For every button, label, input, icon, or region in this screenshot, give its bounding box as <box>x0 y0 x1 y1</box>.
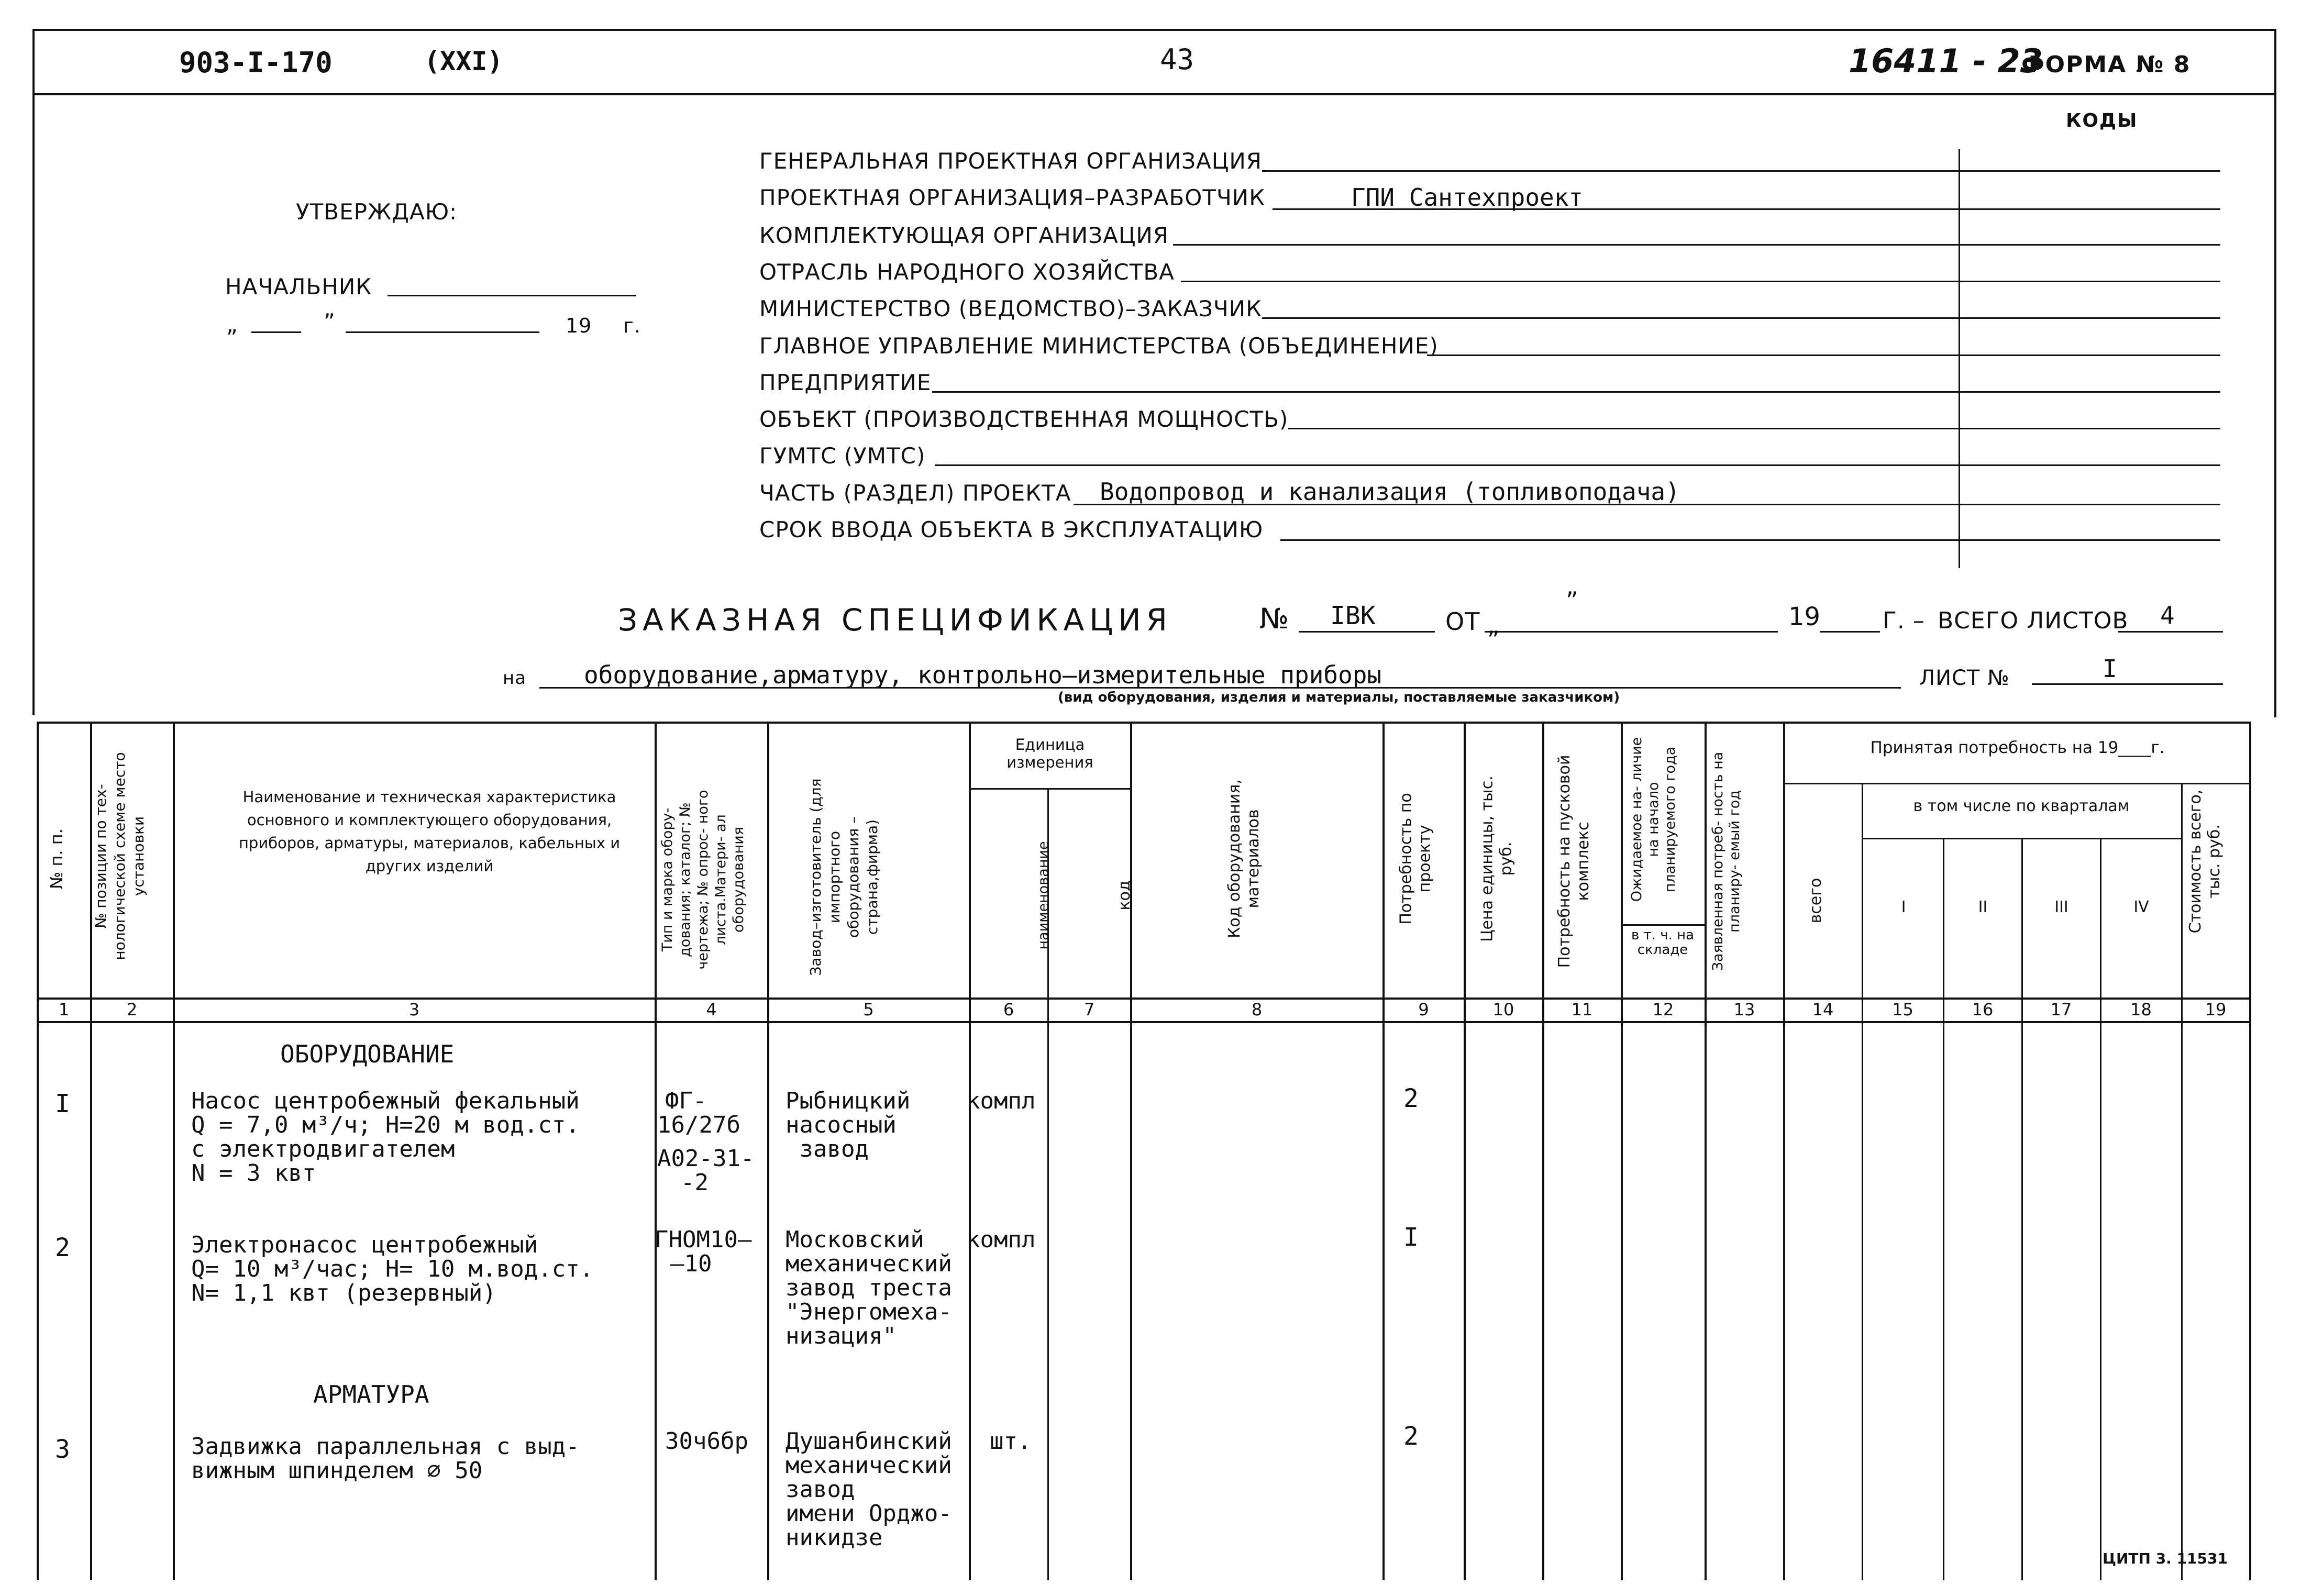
org-field-value: ГПИ Сантехпроект <box>1351 183 1584 212</box>
org-field-label: СРОК ВВОДА ОБЪЕКТА В ЭКСПЛУАТАЦИЮ <box>759 517 1264 542</box>
col-line-5 <box>969 722 971 1580</box>
codes-label: КОДЫ <box>2066 110 2138 131</box>
row-name-line: N = 3 квт <box>191 1160 316 1187</box>
col-line-16 <box>2021 838 2023 1580</box>
row-quantity: 2 <box>1403 1422 1419 1451</box>
row-unit: шт. <box>990 1428 1032 1455</box>
row-maker-line: завод треста <box>786 1274 952 1301</box>
spec-date-quote: ” <box>1566 586 1578 615</box>
column-number: 13 <box>1733 1000 1755 1019</box>
header-col-5: Завод–изготовитель (для импортного оборудования –страна,фирма) <box>807 778 881 976</box>
column-number: 10 <box>1492 1000 1514 1019</box>
header-col-12-sub: в т. ч. на складе <box>1631 927 1695 958</box>
header-col-18: IV <box>2133 898 2149 916</box>
header-col-11: Потребность на пусковой комплекс <box>1555 755 1592 968</box>
row-type-line: -2 <box>681 1169 709 1196</box>
org-field-label: ГЕНЕРАЛЬНАЯ ПРОЕКТНАЯ ОРГАНИЗАЦИЯ <box>759 148 1262 174</box>
column-number: 4 <box>706 1000 717 1019</box>
org-field-line <box>1262 317 2220 319</box>
column-number: 17 <box>2050 1000 2072 1019</box>
row-name-line: Q= 10 м³/час; Н= 10 м.вод.ст. <box>191 1256 594 1282</box>
date-quote-open: „ <box>226 312 238 337</box>
org-field-line <box>1074 504 2220 505</box>
col-line-15 <box>1943 838 1944 1580</box>
spec-total-value: 4 <box>2160 601 2175 629</box>
row-quantity: 2 <box>1403 1084 1419 1113</box>
row-quantity: I <box>1403 1223 1419 1252</box>
row-maker-line: завод <box>786 1476 855 1503</box>
org-field-value: Водопровод и канализация (топливоподача) <box>1100 478 1680 506</box>
column-number: 9 <box>1418 1000 1429 1019</box>
col-line-13 <box>1783 722 1785 1580</box>
column-number: 19 <box>2205 1000 2227 1019</box>
org-field-line <box>1181 281 2220 282</box>
approve-label: УТВЕРЖДАЮ: <box>296 199 458 225</box>
header-unit-group: Единица измерения <box>1006 736 1093 771</box>
col-line-17 <box>2100 838 2101 1580</box>
spec-total-label: ВСЕГО ЛИСТОВ <box>1938 607 2129 634</box>
page-number: 43 <box>1160 43 1194 76</box>
chief-signature-line <box>388 295 636 296</box>
header-col-12: Ожидаемое на- личие на начало планируемого года <box>1629 737 1678 902</box>
column-number: 1 <box>58 1000 70 1019</box>
org-field-line <box>935 464 2220 466</box>
org-field-label: ГЛАВНОЕ УПРАВЛЕНИЕ МИНИСТЕРСТВА (ОБЪЕДИНЕНИЕ) <box>759 333 1439 359</box>
row-maker-line: Душанбинский <box>786 1428 952 1455</box>
date-quote-close: ” <box>324 309 336 335</box>
org-field-line <box>1273 208 2220 210</box>
org-field-label: КОМПЛЕКТУЮЩАЯ ОРГАНИЗАЦИЯ <box>759 223 1169 248</box>
row-number: 3 <box>55 1435 70 1464</box>
spec-date-quote-lower: ” <box>1487 626 1500 654</box>
column-number: 8 <box>1251 1000 1263 1019</box>
row-name-line: Насос центробежный фекальный <box>191 1088 580 1114</box>
header-col-15: I <box>1901 898 1906 916</box>
row-type-line: 16/27б <box>657 1112 740 1138</box>
row-name-line: вижным шпинделем ∅ 50 <box>191 1457 483 1484</box>
spec-sheet-value: I <box>2103 655 2117 683</box>
spec-sheet-line <box>2032 683 2223 685</box>
header-col-13: Заявленная потреб- ность на планиру- емый год <box>1710 751 1743 971</box>
row-name-line: Задвижка параллельная с выд- <box>191 1433 580 1460</box>
row-name-line: N= 1,1 квт (резервный) <box>191 1280 496 1306</box>
header-col-6: наименование <box>1035 841 1052 950</box>
org-field-label: МИНИСТЕРСТВО (ВЕДОМСТВО)–ЗАКАЗЧИК <box>759 296 1262 322</box>
header-col-4: Тип и марка обору- дования; каталог; № чертежа; № опрос- ного листа.Матери- ал оборудования <box>659 790 747 970</box>
col-line-19 <box>2249 722 2251 1580</box>
column-number: 2 <box>126 1000 138 1019</box>
spec-on-line <box>539 687 1901 689</box>
col-line-9 <box>1464 722 1466 1580</box>
col-line-14 <box>1862 783 1863 1580</box>
col-line-11 <box>1621 722 1623 1580</box>
spec-from-label: ОТ <box>1445 607 1480 636</box>
column-number: 7 <box>1083 1000 1095 1019</box>
spec-year-line <box>1820 631 1880 633</box>
c12-subdivider <box>1621 924 1705 926</box>
form-label: ФОРМА № 8 <box>2021 51 2191 78</box>
org-field-label: ПРЕДПРИЯТИЕ <box>759 370 932 395</box>
header-col-3: Наименование и техническая характеристика основного и комплектующего оборудования, приборов, арматуры, материалов, кабельных и других изделий <box>238 788 621 875</box>
section-title-equipment: ОБОРУДОВАНИЕ <box>280 1040 455 1068</box>
row-maker-line: "Энергомеха- <box>786 1299 952 1325</box>
header-divider <box>32 93 2276 95</box>
spec-date-line <box>1485 631 1778 633</box>
col-line-10 <box>1542 722 1544 1580</box>
column-number: 6 <box>1003 1000 1014 1019</box>
row-name-line: Электронасос центробежный <box>191 1232 538 1258</box>
header-col-10: Цена единицы, тыс. руб. <box>1478 775 1515 942</box>
header-quarters-group: в том числе по кварталам <box>1913 797 2130 815</box>
spec-caption: (вид оборудования, изделия и материалы, поставляемые заказчиком) <box>1058 690 1620 705</box>
date-month-line <box>346 331 539 333</box>
row-number: 2 <box>55 1233 70 1262</box>
codes-column-divider <box>1959 149 1960 568</box>
spec-total-line <box>2118 631 2223 633</box>
spec-number-label: № <box>1259 602 1289 635</box>
project-number: 903-I-170 <box>179 46 333 79</box>
document-number: 16411 - 23 <box>1849 42 2043 80</box>
col-line-0 <box>37 722 39 1580</box>
frame-left <box>32 29 35 715</box>
row-maker-line: завод <box>786 1136 869 1162</box>
date-day-line <box>251 331 301 333</box>
row-name-line: Q = 7,0 м³/ч; Н=20 м вод.ст. <box>191 1112 580 1138</box>
org-field-line <box>1280 539 2220 541</box>
column-number: 16 <box>1972 1000 1994 1019</box>
column-number: 14 <box>1812 1000 1834 1019</box>
row-type-line: ФГ- <box>665 1088 707 1114</box>
row-type-line: ГНОМ10– <box>655 1226 752 1253</box>
header-col-14: всего <box>1807 878 1825 924</box>
header-col-17: III <box>2054 898 2068 916</box>
header-col-9: Потребность по проекту <box>1397 793 1434 925</box>
org-field-line <box>1427 354 2220 356</box>
row-type-line: А02-31- <box>657 1145 755 1172</box>
column-number: 15 <box>1892 1000 1913 1019</box>
row-maker-line: механический <box>786 1250 952 1277</box>
row-maker-line: насосный <box>786 1112 897 1138</box>
spec-on-value: оборудование,арматуру, контрольно–измерительные приборы <box>584 661 1382 689</box>
header-col-7: код <box>1115 880 1134 911</box>
frame-right <box>2274 29 2276 717</box>
header-accepted-group: Принятая потребность на 19____г. <box>1870 738 2165 757</box>
row-maker-line: Московский <box>786 1226 924 1253</box>
spec-number-line <box>1299 631 1435 633</box>
footer-mark: ЦИТП 3. 11531 <box>2103 1550 2228 1567</box>
table-top <box>37 722 2249 724</box>
spec-year-suffix: Г. – <box>1883 607 1925 634</box>
header-col-8: Код оборудования, материалов <box>1225 779 1263 938</box>
accepted-group-line <box>1783 783 2249 784</box>
unit-group-line <box>969 788 1131 790</box>
header-col-16: II <box>1978 898 1988 916</box>
org-field-line <box>932 391 2220 393</box>
column-number: 5 <box>863 1000 874 1019</box>
row-maker-line: имени Орджо- <box>786 1500 952 1527</box>
date-year-prefix: 19 <box>566 314 592 337</box>
header-col-19: Стоимость всего, тыс. руб. <box>2186 789 2223 934</box>
org-field-label: ЧАСТЬ (РАЗДЕЛ) ПРОЕКТА <box>759 480 1071 506</box>
org-field-label: ОТРАСЛЬ НАРОДНОГО ХОЗЯЙСТВА <box>759 259 1175 285</box>
col-line-12 <box>1705 722 1707 1580</box>
spec-sheet-label: ЛИСТ № <box>1919 666 2010 690</box>
col-line-8 <box>1382 722 1385 1580</box>
column-number: 11 <box>1571 1000 1593 1019</box>
issue-number: (XXI) <box>424 46 503 76</box>
spec-title: ЗАКАЗНАЯ СПЕЦИФИКАЦИЯ <box>618 602 1172 638</box>
org-field-label: ГУМТС (УМТС) <box>759 443 926 469</box>
spec-year-label: 19 <box>1788 602 1821 631</box>
section-title-armature: АРМАТУРА <box>313 1380 429 1409</box>
row-type-line: 30ч6бр <box>665 1428 748 1455</box>
col-line-3 <box>655 722 657 1580</box>
frame-top <box>32 29 2276 31</box>
col-line-2 <box>173 722 175 1580</box>
header-col-2: № позиции по тех- нологической схеме место установки <box>92 752 147 960</box>
col-line-4 <box>767 722 769 1580</box>
row-unit: компл <box>966 1088 1036 1114</box>
row-maker-line: механический <box>786 1452 952 1479</box>
row-name-line: с электродвигателем <box>191 1136 455 1162</box>
org-field-label: ПРОЕКТНАЯ ОРГАНИЗАЦИЯ–РАЗРАБОТЧИК <box>759 185 1266 210</box>
row-type-line: –10 <box>670 1250 712 1277</box>
spec-number-value: IBK <box>1330 601 1376 630</box>
org-field-label: ОБЪЕКТ (ПРОИЗВОДСТВЕННАЯ МОЩНОСТЬ) <box>759 406 1289 432</box>
org-field-line <box>1288 428 2220 429</box>
spec-on-label: на <box>503 668 527 689</box>
org-field-line <box>1262 170 2220 172</box>
column-number: 3 <box>408 1000 420 1019</box>
column-number: 12 <box>1652 1000 1674 1019</box>
row-unit: компл <box>966 1226 1036 1253</box>
column-number: 18 <box>2130 1000 2152 1019</box>
org-field-line <box>1173 244 2220 246</box>
header-col-1: № п. п. <box>47 828 67 889</box>
row-maker-line: Рыбницкий <box>786 1088 911 1114</box>
date-year-suffix: г. <box>623 314 641 337</box>
row-number: I <box>55 1089 70 1118</box>
chief-label: НАЧАЛЬНИК <box>225 274 372 300</box>
col-line-18 <box>2181 783 2183 1580</box>
row-maker-line: никидзе <box>786 1524 883 1551</box>
row-maker-line: низация" <box>786 1323 897 1349</box>
